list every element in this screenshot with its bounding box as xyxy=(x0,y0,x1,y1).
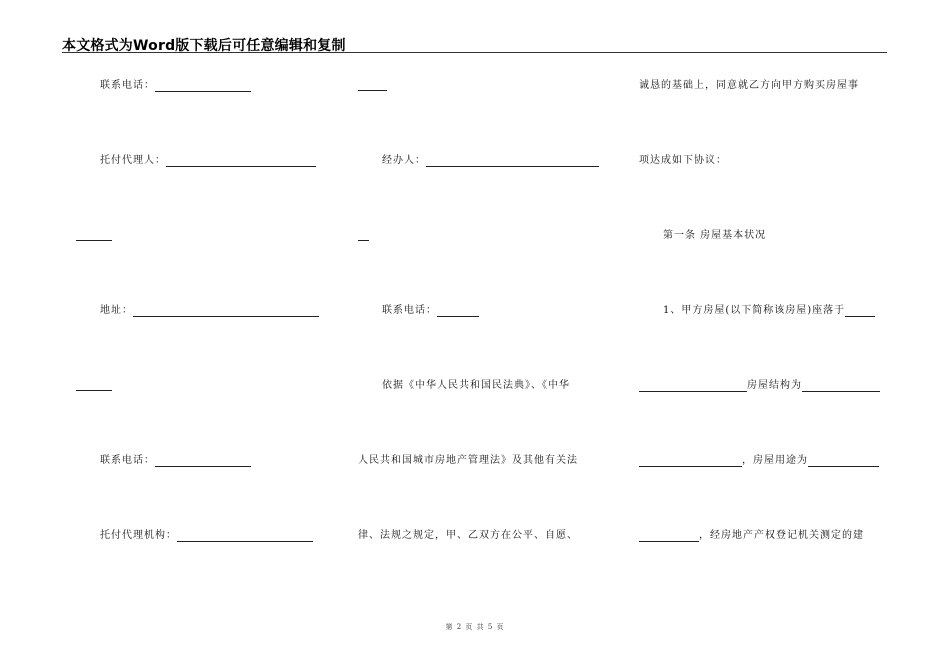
structure-label: 房屋结构为 xyxy=(747,380,802,391)
page-number: 第 2 页 共 5 页 xyxy=(445,623,505,631)
paragraph-line: 项达成如下协议： xyxy=(639,155,727,166)
blank-field xyxy=(76,230,112,241)
agency-line xyxy=(100,530,313,542)
contact-phone-label: 联系电话： xyxy=(100,80,155,91)
blank-field xyxy=(426,156,599,167)
blank-field xyxy=(808,456,879,467)
document-header-title: 本文格式为Word版下载后可任意编辑和复制 xyxy=(62,38,346,54)
blank-field xyxy=(166,156,316,167)
area-label: ，经房地产产权登记机关测定的建 xyxy=(699,530,864,541)
blank-field xyxy=(437,306,479,317)
blank-field xyxy=(358,80,387,91)
blank-field xyxy=(133,306,319,317)
blank-field xyxy=(155,81,251,92)
blank-field xyxy=(845,306,875,317)
structure-line xyxy=(639,380,880,392)
blank-field xyxy=(639,456,742,467)
continuation-blank-3 xyxy=(358,80,387,91)
address-label: 地址： xyxy=(100,305,133,316)
blank-field xyxy=(155,456,251,467)
continuation-blank-2 xyxy=(76,380,112,391)
paragraph-line: 依据《中华人民共和国民法典》、《中华 xyxy=(382,380,570,391)
section-heading: 第一条 房屋基本状况 xyxy=(663,230,767,241)
property-location-line xyxy=(663,305,875,317)
usage-line xyxy=(639,455,879,467)
blank-field xyxy=(177,531,313,542)
agent-label: 托付代理人： xyxy=(100,155,166,166)
continuation-blank-4 xyxy=(358,230,369,241)
property-location-label: 1、甲方房屋(以下简称该房屋)座落于 xyxy=(663,305,846,316)
agency-label: 托付代理机构： xyxy=(100,530,177,541)
contact-phone-label: 联系电话： xyxy=(382,305,437,316)
blank-field xyxy=(639,531,699,542)
blank-field xyxy=(802,381,880,392)
blank-field xyxy=(639,381,747,392)
contact-phone-label: 联系电话： xyxy=(100,455,155,466)
continuation-blank-1 xyxy=(76,230,112,241)
blank-field xyxy=(358,230,369,241)
paragraph-line: 诚恳的基础上，同意就乙方向甲方购买房屋事 xyxy=(639,80,859,91)
blank-field xyxy=(76,380,112,391)
contact-phone-line-2 xyxy=(100,455,251,467)
paragraph-line: 人民共和国城市房地产管理法》及其他有关法 xyxy=(358,455,578,466)
contact-phone-line-3 xyxy=(382,305,479,317)
paragraph-line: 律、法规之规定，甲、乙双方在公平、自愿、 xyxy=(358,530,578,541)
usage-label: ，房屋用途为 xyxy=(742,455,808,466)
handler-line xyxy=(382,155,599,167)
contact-phone-line-1 xyxy=(100,80,251,92)
header-divider xyxy=(62,52,887,53)
area-line xyxy=(639,530,864,542)
agent-line xyxy=(100,155,316,167)
address-line xyxy=(100,305,319,317)
handler-label: 经办人： xyxy=(382,155,426,166)
